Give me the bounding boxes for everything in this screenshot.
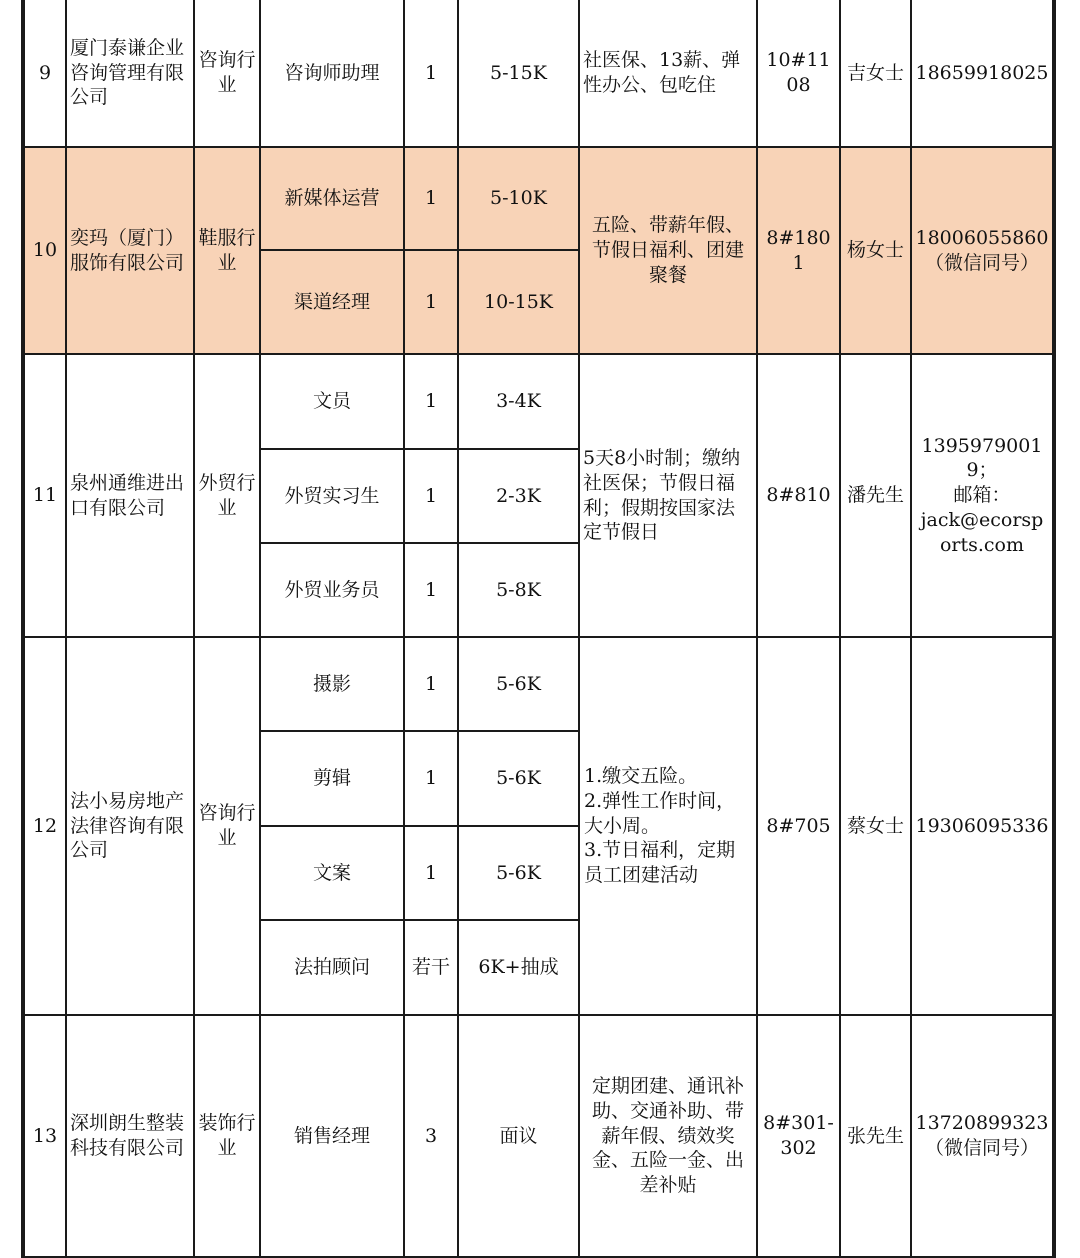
contact-person: 张先生	[840, 1015, 911, 1257]
position-title: 销售经理	[260, 1015, 404, 1257]
booth-number: 8#1801	[757, 147, 840, 354]
contact-phone: 13720899323 （微信同号）	[911, 1015, 1054, 1257]
table-row	[23, 0, 1054, 147]
contact-phone: 18006055860 （微信同号）	[911, 147, 1054, 354]
salary: 3-4K	[458, 354, 579, 449]
position-title: 摄影	[260, 637, 404, 731]
headcount: 1	[404, 543, 458, 637]
industry: 外贸行业	[194, 354, 260, 637]
headcount: 1	[404, 731, 458, 826]
position-title: 咨询师助理	[260, 0, 404, 147]
benefits: 五险、带薪年假、节假日福利、团建聚餐	[579, 147, 757, 354]
position-title: 外贸业务员	[260, 543, 404, 637]
position-title: 新媒体运营	[260, 147, 404, 250]
benefits: 1.缴交五险。 2.弹性工作时间，大小周。 3.节日福利，定期员工团建活动	[579, 637, 757, 1015]
salary: 5-10K	[458, 147, 579, 250]
company-name: 深圳朗生整装科技有限公司	[66, 1015, 194, 1257]
table-row	[23, 354, 1054, 449]
position-title: 外贸实习生	[260, 449, 404, 543]
contact-phone: 18659918025	[911, 0, 1054, 147]
industry: 装饰行业	[194, 1015, 260, 1257]
position-title: 文案	[260, 826, 404, 920]
table-row	[23, 637, 1054, 731]
table-row	[23, 1015, 1054, 1257]
company-name: 奕玛（厦门）服饰有限公司	[66, 147, 194, 354]
company-name: 厦门泰谦企业咨询管理有限公司	[66, 0, 194, 147]
position-title: 渠道经理	[260, 250, 404, 354]
contact-phone: 13959790019； 邮箱： jack@ecorsports.com	[911, 354, 1054, 637]
position-title: 剪辑	[260, 731, 404, 826]
contact-person: 潘先生	[840, 354, 911, 637]
salary: 5-6K	[458, 826, 579, 920]
salary: 5-15K	[458, 0, 579, 147]
salary: 2-3K	[458, 449, 579, 543]
headcount: 1	[404, 147, 458, 250]
headcount: 1	[404, 637, 458, 731]
booth-number: 8#301-302	[757, 1015, 840, 1257]
booth-number: 10#1108	[757, 0, 840, 147]
headcount: 1	[404, 0, 458, 147]
salary: 10-15K	[458, 250, 579, 354]
row-number: 13	[23, 1015, 66, 1257]
job-table	[21, 0, 1056, 1258]
headcount: 1	[404, 826, 458, 920]
position-title: 文员	[260, 354, 404, 449]
industry: 鞋服行业	[194, 147, 260, 354]
row-number: 12	[23, 637, 66, 1015]
row-number: 11	[23, 354, 66, 637]
industry: 咨询行业	[194, 0, 260, 147]
contact-person: 蔡女士	[840, 637, 911, 1015]
salary: 5-8K	[458, 543, 579, 637]
booth-number: 8#810	[757, 354, 840, 637]
row-number: 9	[23, 0, 66, 147]
company-name: 泉州通维进出口有限公司	[66, 354, 194, 637]
row-number: 10	[23, 147, 66, 354]
salary: 5-6K	[458, 637, 579, 731]
headcount: 若干	[404, 920, 458, 1015]
company-name: 法小易房地产法律咨询有限公司	[66, 637, 194, 1015]
headcount: 1	[404, 449, 458, 543]
benefits: 5天8小时制；缴纳社医保；节假日福利；假期按国家法定节假日	[579, 354, 757, 637]
position-title: 法拍顾问	[260, 920, 404, 1015]
contact-phone: 19306095336	[911, 637, 1054, 1015]
table-row	[23, 147, 1054, 250]
headcount: 3	[404, 1015, 458, 1257]
booth-number: 8#705	[757, 637, 840, 1015]
salary: 面议	[458, 1015, 579, 1257]
headcount: 1	[404, 354, 458, 449]
benefits: 社医保、13薪、弹性办公、包吃住	[579, 0, 757, 147]
industry: 咨询行业	[194, 637, 260, 1015]
benefits: 定期团建、通讯补助、交通补助、带薪年假、绩效奖金、五险一金、出差补贴	[579, 1015, 757, 1257]
headcount: 1	[404, 250, 458, 354]
salary: 6K+抽成	[458, 920, 579, 1015]
contact-person: 杨女士	[840, 147, 911, 354]
salary: 5-6K	[458, 731, 579, 826]
contact-person: 吉女士	[840, 0, 911, 147]
